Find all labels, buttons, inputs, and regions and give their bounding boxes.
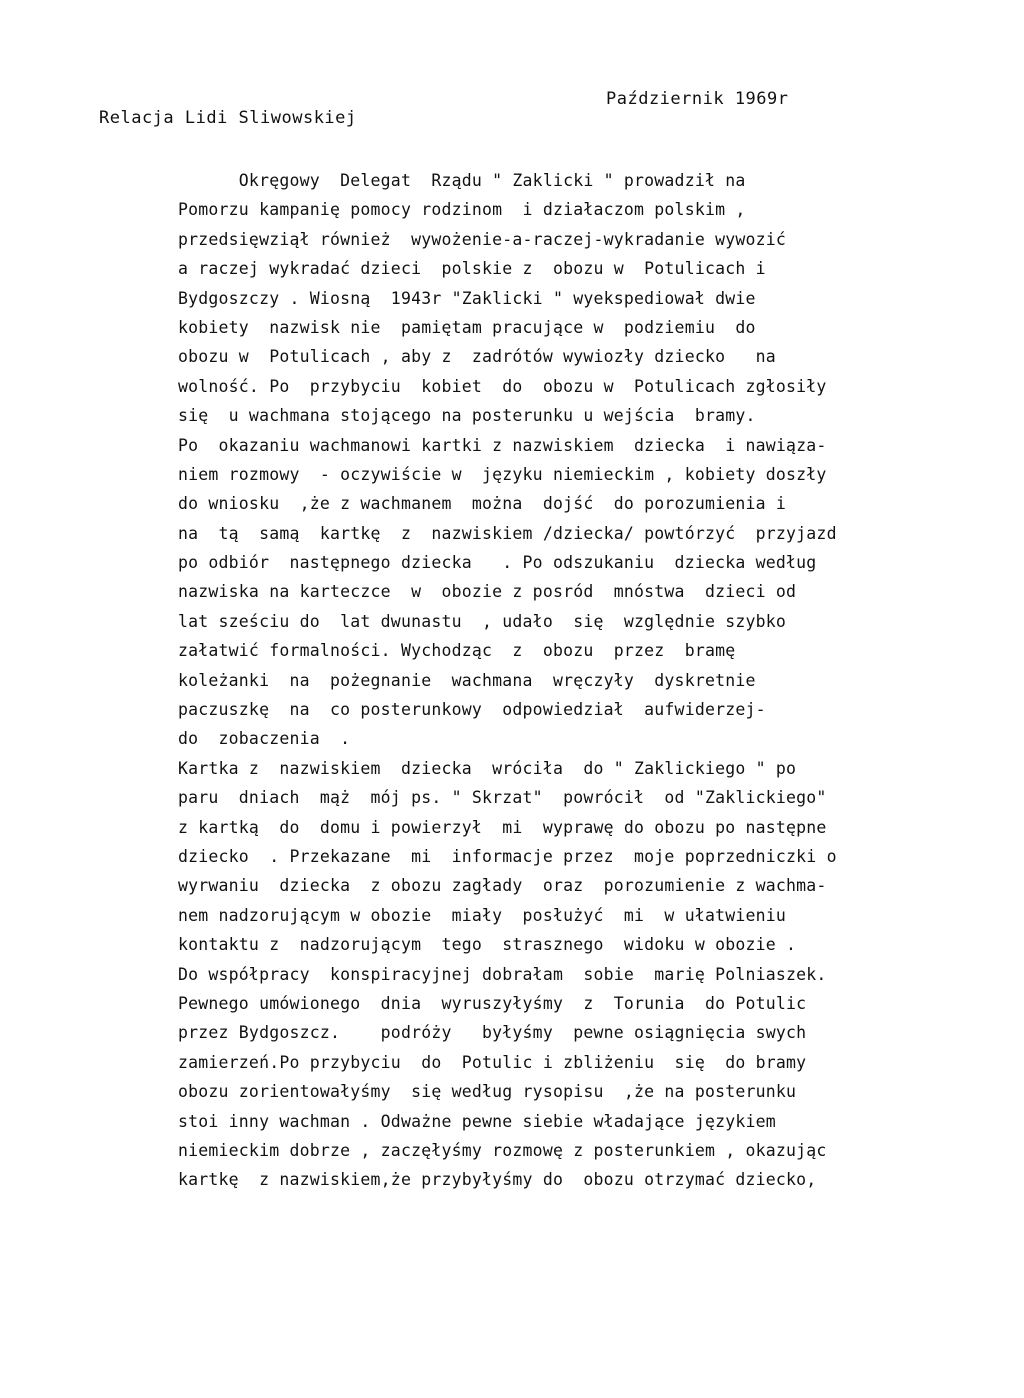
document-date: Październik 1969r xyxy=(606,89,789,109)
text-line: na tą samą kartkę z nazwiskiem /dziecka/ powtórzyć przyjazd xyxy=(178,523,837,543)
text-line: Po okazaniu wachmanowi kartki z nazwiskiem dziecka i nawiąza- xyxy=(178,435,827,455)
text-line: Bydgoszczy . Wiosną 1943r "Zaklicki " wyekspediował dwie xyxy=(178,288,756,308)
text-line: wyrwaniu dziecka z obozu zagłady oraz porozumienie z wachma- xyxy=(178,876,827,896)
text-line: lat sześciu do lat dwunastu , udało się względnie szybko xyxy=(178,611,787,631)
text-line: nem nadzorującym w obozie miały posłużyć mi w ułatwieniu xyxy=(178,905,787,925)
text-line: nazwiska na karteczce w obozie z posród mnóstwa dzieci od xyxy=(178,582,797,602)
text-line: obozu w Potulicach , aby z zadrótów wywiozły dziecko na xyxy=(178,347,776,367)
text-line: a raczej wykradać dzieci polskie z obozu w Potulicach i xyxy=(178,259,766,279)
text-line: zamierzeń.Po przybyciu do Potulic i zbliżeniu się do bramy xyxy=(178,1052,807,1072)
text-line: kontaktu z nadzorującym tego strasznego widoku w obozie . xyxy=(178,935,797,955)
document-body xyxy=(178,166,978,1195)
text-line: do zobaczenia . xyxy=(178,729,351,749)
text-line: dziecko . Przekazane mi informacje przez moje poprzedniczki o xyxy=(178,846,837,866)
text-line: z kartką do domu i powierzył mi wyprawę do obozu po następne xyxy=(178,817,827,837)
text-line: Pewnego umówionego dnia wyruszyłyśmy z Torunia do Potulic xyxy=(178,993,807,1013)
text-line: paczuszkę na co posterunkowy odpowiedział aufwiderzej- xyxy=(178,700,766,720)
document-title: Relacja Lidi Sliwowskiej xyxy=(99,108,357,128)
text-line: kartkę z nazwiskiem,że przybyłyśmy do obozu otrzymać dziecko, xyxy=(178,1170,817,1190)
text-line: po odbiór następnego dziecka . Po odszukaniu dziecka według xyxy=(178,553,817,573)
text-line: do wniosku ,że z wachmanem można dojść do porozumienia i xyxy=(178,494,787,514)
text-line: załatwić formalności. Wychodząc z obozu przez bramę xyxy=(178,641,736,661)
text-line: Do współpracy konspiracyjnej dobrałam sobie marię Polniaszek. xyxy=(178,964,827,984)
text-line: stoi inny wachman . Odważne pewne siebie władające językiem xyxy=(178,1111,776,1131)
text-line: paru dniach mąż mój ps. " Skrzat" powrócił od "Zaklickiego" xyxy=(178,788,827,808)
text-line: niem rozmowy - oczywiście w języku niemieckim , kobiety doszły xyxy=(178,464,827,484)
text-line: Okręgowy Delegat Rządu " Zaklicki " prowadził na xyxy=(178,171,746,190)
text-line: przez Bydgoszcz. podróży byłyśmy pewne osiągnięcia swych xyxy=(178,1023,807,1043)
text-line: niemieckim dobrze , zaczęłyśmy rozmowę z posterunkiem , okazując xyxy=(178,1140,827,1160)
text-line: Pomorzu kampanię pomocy rodzinom i działaczom polskim , xyxy=(178,200,746,220)
text-line: koleżanki na pożegnanie wachmana wręczyły dyskretnie xyxy=(178,670,756,690)
text-line: przedsięwziął również wywożenie-a-raczej-wykradanie wywozić xyxy=(178,229,787,249)
text-line: obozu zorientowałyśmy się według rysopisu ,że na posterunku xyxy=(178,1082,797,1102)
text-line: się u wachmana stojącego na posterunku u wejścia bramy. xyxy=(178,406,756,426)
text-line: Kartka z nazwiskiem dziecka wróciła do " Zaklickiego " po xyxy=(178,758,797,778)
text-line: wolność. Po przybyciu kobiet do obozu w Potulicach zgłosiły xyxy=(178,376,827,396)
text-line: kobiety nazwisk nie pamiętam pracujące w podziemiu do xyxy=(178,317,756,337)
